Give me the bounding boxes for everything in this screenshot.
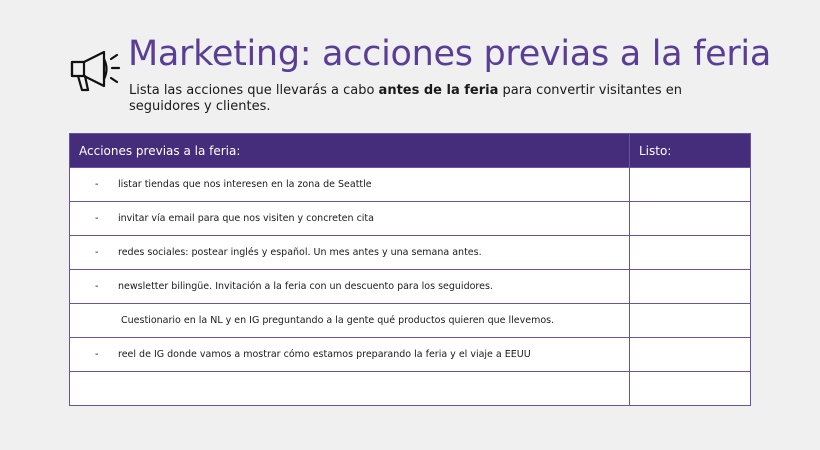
column-header-done: Listo: [630, 134, 751, 168]
done-cell[interactable] [630, 304, 751, 338]
megaphone-icon [66, 48, 126, 94]
row-bullet: - [95, 247, 99, 258]
action-cell[interactable] [70, 304, 630, 338]
subtitle-text-end: para convertir visitantes en seguidores y clientes. [129, 83, 682, 114]
action-cell[interactable] [70, 168, 630, 202]
done-cell[interactable] [630, 236, 751, 270]
row-bullet: - [95, 179, 99, 190]
column-header-actions: Acciones previas a la feria: [70, 134, 630, 168]
action-cell[interactable] [70, 236, 630, 270]
done-cell[interactable] [630, 372, 751, 406]
table-row [70, 270, 751, 304]
table-header-row [70, 134, 751, 168]
done-cell[interactable] [630, 270, 751, 304]
row-bullet: - [95, 213, 99, 224]
subtitle-text-bold: antes de la feria [378, 83, 499, 98]
page-subtitle [129, 83, 749, 115]
action-cell[interactable] [70, 270, 630, 304]
done-cell[interactable] [630, 202, 751, 236]
table-row [70, 304, 751, 338]
action-text: Cuestionario en la NL y en IG preguntando a la gente qué productos quieren que llevemos. [121, 315, 555, 326]
page-title: Marketing: acciones previas a la feria [128, 34, 772, 74]
action-text: reel de IG donde vamos a mostrar cómo estamos preparando la feria y el viaje a EEUU [118, 349, 531, 360]
table-row [70, 236, 751, 270]
row-bullet: - [95, 349, 99, 360]
actions-table [69, 133, 751, 406]
row-bullet: - [95, 281, 99, 292]
action-text: listar tiendas que nos interesen en la zona de Seattle [118, 179, 372, 190]
done-cell[interactable] [630, 168, 751, 202]
action-cell[interactable] [70, 372, 630, 406]
table-row [70, 338, 751, 372]
action-text: invitar vía email para que nos visiten y concreten cita [118, 213, 374, 224]
subtitle-text-start: Lista las acciones que llevarás a cabo [129, 83, 379, 98]
action-cell[interactable] [70, 338, 630, 372]
done-cell[interactable] [630, 338, 751, 372]
table-row [70, 202, 751, 236]
table-row [70, 168, 751, 202]
action-cell[interactable] [70, 202, 630, 236]
action-text: newsletter bilingüe. Invitación a la feria con un descuento para los seguidores. [118, 281, 493, 292]
table-row [70, 372, 751, 406]
action-text: redes sociales: postear inglés y español. Un mes antes y una semana antes. [118, 247, 482, 258]
